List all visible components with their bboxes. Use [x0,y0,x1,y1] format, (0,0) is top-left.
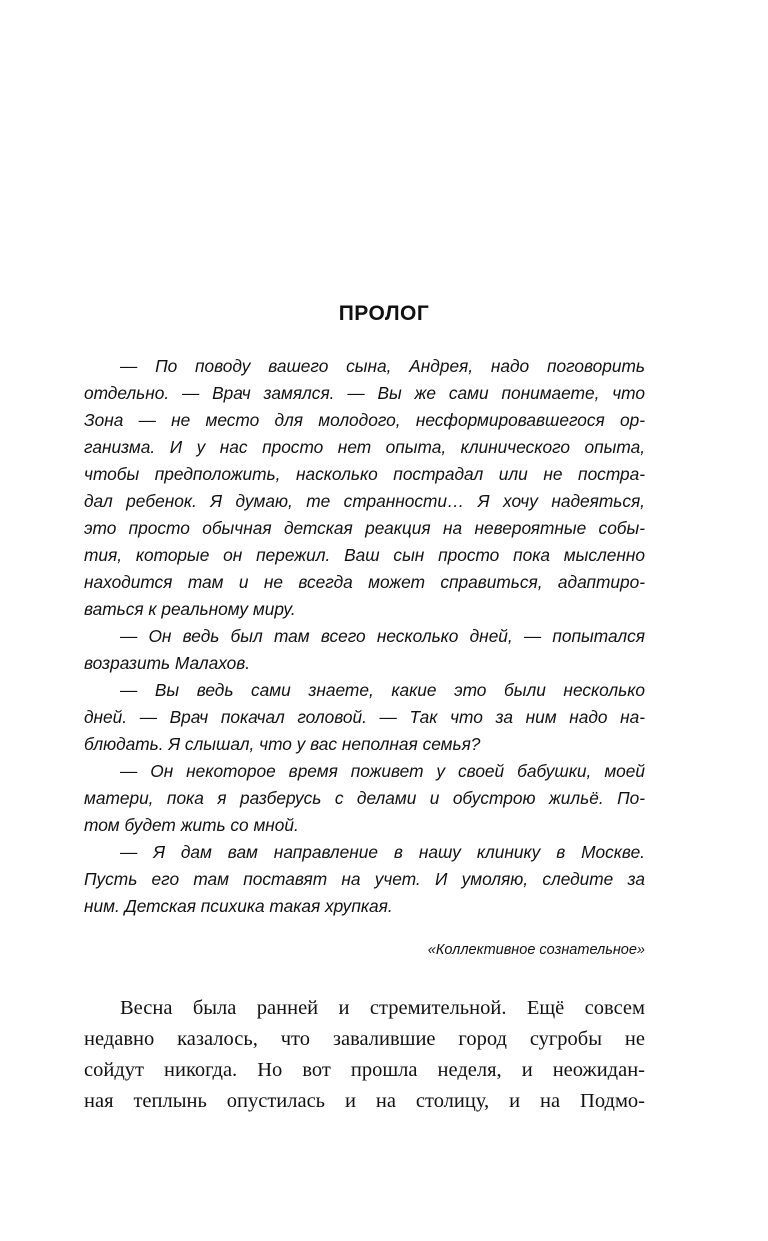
epigraph-line: — Вы ведь сами знаете, какие это были несколько [120,680,645,700]
epigraph-line: ним. Детская психика такая хрупкая. [84,896,393,916]
epigraph-line: том будет жить со мной. [84,815,299,835]
epigraph-line: — По поводу вашего сына, Андрея, надо поговорить [120,356,645,376]
body-line: ная теплынь опустилась и на столицу, и на Подмо- [84,1090,645,1112]
epigraph-line: ваться к реальному миру. [84,599,296,619]
epigraph-line: Зона — не место для молодого, несформировавшегося ор- [84,410,645,430]
epigraph-line: дней. — Врач покачал головой. — Так что за ним надо на- [84,707,645,727]
epigraph-line: это просто обычная детская реакция на невероятные собы- [84,518,645,538]
body-line: Весна была ранней и стремительной. Ещё совсем [120,997,645,1019]
epigraph-line: — Он некоторое время поживет у своей бабушки, моей [120,761,645,781]
epigraph-line: находится там и не всегда может справиться, адаптиро- [84,572,645,592]
epigraph-line: отдельно. — Врач замялся. — Вы же сами понимаете, что [84,383,645,403]
body-line: сойдут никогда. Но вот прошла неделя, и неожидан- [84,1059,645,1081]
epigraph-line: ганизма. И у нас просто нет опыта, клинического опыта, [84,437,645,457]
body-line: недавно казалось, что завалившие город сугробы не [84,1028,645,1050]
chapter-heading: ПРОЛОГ [338,302,430,325]
epigraph-line: чтобы предположить, насколько пострадал или не постра- [84,464,645,484]
epigraph-attribution: «Коллективное сознательное» [427,942,645,958]
epigraph [84,353,645,920]
body-paragraph [84,993,645,1117]
epigraph-line: — Он ведь был там всего несколько дней, — попытался [120,626,645,646]
epigraph-line: дал ребенок. Я думаю, те странности… Я хочу надеяться, [84,491,645,511]
epigraph-line: Пусть его там поставят на учет. И умоляю, следите за [84,869,645,889]
epigraph-line: возразить Малахов. [84,653,251,673]
epigraph-line: — Я дам вам направление в нашу клинику в Москве. [120,842,645,862]
epigraph-line: матери, пока я разберусь с делами и обустрою жильё. По- [84,788,645,808]
epigraph-line: тия, которые он пережил. Ваш сын просто пока мысленно [84,545,645,565]
epigraph-line: блюдать. Я слышал, что у вас неполная семья? [84,734,481,754]
